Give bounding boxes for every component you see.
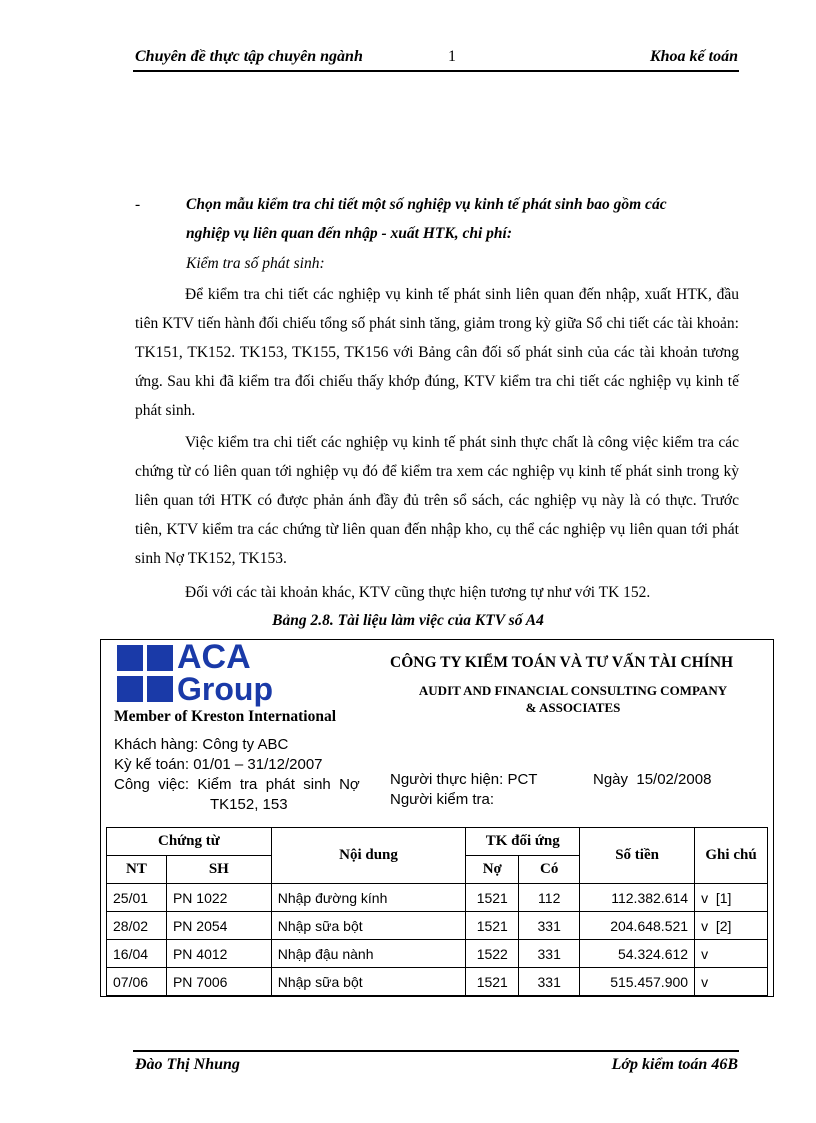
cell-co: 331 [519, 940, 580, 968]
table-row [107, 884, 768, 912]
header-title: Chuyên đề thực tập chuyên ngành [135, 48, 363, 65]
cell-noi-dung: Nhập đậu nành [271, 940, 466, 968]
workpaper-table [106, 827, 768, 996]
cell-sh: PN 4012 [166, 940, 271, 968]
paragraph-2: Việc kiểm tra chi tiết các nghiệp vụ kinh tế phát sinh thực chất là công việc kiểm tra các chứng từ có liên quan tới nghiệp vụ đó để kiểm tra xem các nghiệp vụ kinh tế phát sinh trong kỳ liên quan tới HTK có được phản ánh đầy đủ trên sổ sách, các nghiệp vụ này là có thực. Trước tiên, KTV kiểm tra các chứng từ liên quan đến nhập kho, cụ thể các nghiệp vụ liên quan tới phát sinh Nợ TK152, TK153. [135, 434, 739, 567]
table-row [107, 940, 768, 968]
cell-noi-dung: Nhập sữa bột [271, 912, 466, 940]
cell-co: 331 [519, 968, 580, 996]
cell-nt: 16/04 [107, 940, 167, 968]
cell-so-tien: 54.324.612 [580, 940, 695, 968]
footer-rule [133, 1050, 739, 1052]
cell-no: 1521 [466, 884, 519, 912]
cell-co: 112 [519, 884, 580, 912]
reviewer-line: Người kiểm tra: [390, 791, 495, 808]
company-name-en-2: & ASSOCIATES [525, 700, 621, 715]
footer-class: Lớp kiểm toán 46B [611, 1056, 738, 1073]
cell-no: 1521 [466, 968, 519, 996]
bullet-line-2: nghiệp vụ liên quan đến nhập - xuất HTK, chi phí: [186, 225, 512, 242]
header-department: Khoa kế toán [649, 48, 738, 65]
col-ghi-chu: Ghi chú [695, 828, 768, 884]
col-co: Có [519, 856, 580, 884]
col-no: Nợ [466, 856, 519, 884]
col-chung-tu: Chứng từ [107, 828, 272, 856]
subheading: Kiểm tra số phát sinh: [186, 255, 325, 272]
footer-author: Đào Thị Nhung [135, 1056, 240, 1073]
col-sh: SH [166, 856, 271, 884]
cell-ghi-chu: v [2] [695, 912, 768, 940]
cell-nt: 28/02 [107, 912, 167, 940]
company-name-en: AUDIT AND FINANCIAL CONSULTING COMPANY [418, 683, 728, 698]
cell-ghi-chu: v [1] [695, 884, 768, 912]
task-line: Công việc: Kiểm tra phát sinh Nợ [114, 776, 360, 793]
cell-noi-dung: Nhập sữa bột [271, 968, 466, 996]
company-name-vn: CÔNG TY KIỂM TOÁN VÀ TƯ VẤN TÀI CHÍNH [390, 654, 734, 671]
header-rule [133, 70, 739, 72]
cell-no: 1521 [466, 912, 519, 940]
member-line: Member of Kreston International [114, 708, 336, 725]
cell-nt: 25/01 [107, 884, 167, 912]
col-nt: NT [107, 856, 167, 884]
cell-sh: PN 7006 [166, 968, 271, 996]
table-caption: Bảng 2.8. Tài liệu làm việc của KTV số A4 [272, 612, 544, 629]
paragraph-3: Đối với các tài khoản khác, KTV cũng thực hiện tương tự như với TK 152. [185, 584, 651, 601]
task-accounts: TK152, 153 [210, 796, 288, 813]
cell-ghi-chu: v [695, 968, 768, 996]
table-row [107, 912, 768, 940]
page-number: 1 [448, 48, 456, 65]
cell-so-tien: 204.648.521 [580, 912, 695, 940]
preparer-line: Người thực hiện: PCT [390, 771, 538, 788]
col-so-tien: Số tiền [580, 828, 695, 884]
cell-ghi-chu: v [695, 940, 768, 968]
cell-so-tien: 112.382.614 [580, 884, 695, 912]
paragraph-1: Để kiểm tra chi tiết các nghiệp vụ kinh tế phát sinh liên quan đến nhập, xuất HTK, đầu tiên KTV tiến hành đối chiếu tổng số phát sinh tăng, giảm trong kỳ giữa Sổ chi tiết các tài khoản: TK151, TK152. TK153, TK155, TK156 với Bảng cân đối số phát sinh của các tài khoản tương ứng. Sau khi đã kiểm tra đối chiếu thấy khớp đúng, KTV kiểm tra chi tiết các nghiệp vụ kinh tế phát sinh. [135, 286, 739, 419]
table-row [107, 968, 768, 996]
col-tk-doi-ung: TK đối ứng [466, 828, 580, 856]
cell-so-tien: 515.457.900 [580, 968, 695, 996]
cell-sh: PN 2054 [166, 912, 271, 940]
bullet-line-1: Chọn mẫu kiểm tra chi tiết một số nghiệp vụ kinh tế phát sinh bao gồm các [186, 196, 667, 213]
cell-noi-dung: Nhập đường kính [271, 884, 466, 912]
date-line: Ngày 15/02/2008 [593, 771, 712, 788]
client-line: Khách hàng: Công ty ABC [114, 736, 289, 753]
cell-sh: PN 1022 [166, 884, 271, 912]
cell-no: 1522 [466, 940, 519, 968]
col-noi-dung: Nội dung [271, 828, 466, 884]
cell-co: 331 [519, 912, 580, 940]
bullet-dash: - [135, 196, 141, 213]
period-line: Kỳ kế toán: 01/01 – 31/12/2007 [114, 756, 323, 773]
cell-nt: 07/06 [107, 968, 167, 996]
